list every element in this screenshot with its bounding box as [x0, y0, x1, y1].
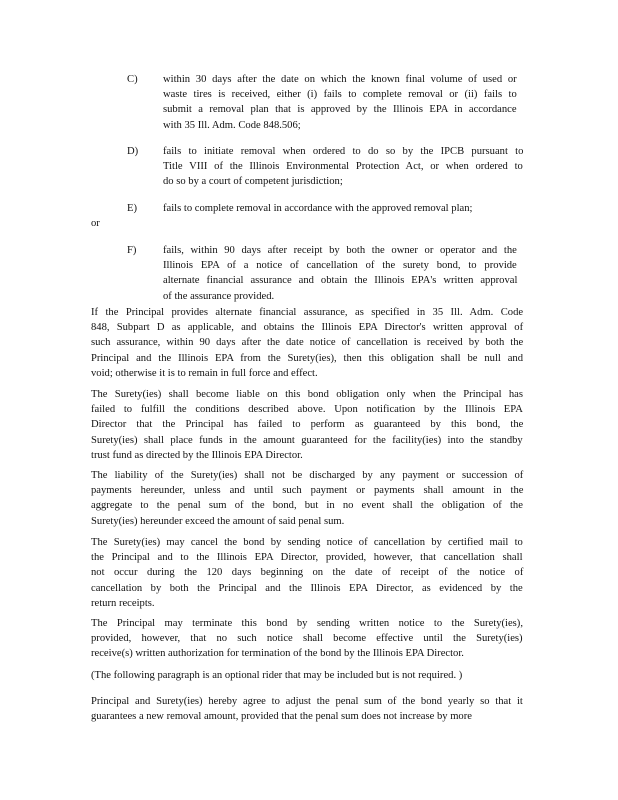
item-e-text: [163, 201, 517, 216]
paragraph-optional-rider-note: [91, 668, 523, 683]
item-d-text: [163, 144, 523, 190]
item-d-label: D): [127, 146, 139, 157]
text-line: The Surety(ies) shall become liable on this bond obligation only when the Principal has: [91, 389, 523, 400]
text-line: guarantees a new removal amount, provided that the penal sum does not increase by more: [91, 711, 472, 723]
text-line: payments hereunder, unless and until such payment or payments shall amount in the: [91, 485, 524, 497]
text-line: Illinois EPA of a notice of cancellation of the surety bond, to provide: [163, 260, 517, 272]
text-line: Principal and Surety(ies) hereby agree to adjust the penal sum of the bond yearly so that it: [91, 696, 523, 707]
text-line: alternate financial assurance and obtain the Illinois EPA's written approval: [163, 275, 518, 287]
text-line: trust fund as directed by the Illinois EPA Director.: [91, 449, 303, 461]
text-line: If the Principal provides alternate financial assurance, as specified in 35 Ill. Adm. Code: [91, 307, 524, 318]
paragraph-termination: [91, 616, 523, 662]
text-line: 848, Subpart D as applicable, and obtains the Illinois EPA Director's written approval of: [91, 322, 524, 334]
text-line: within 30 days after the date on which the known final volume of used or: [163, 74, 517, 85]
text-line: of the assurance provided.: [163, 290, 275, 302]
item-f-label: F): [127, 245, 137, 256]
text-line: aggregate to the penal sum of the bond, but in no event shall the obligation of the: [91, 500, 523, 512]
item-c-label: C): [127, 74, 138, 85]
text-line: Surety(ies) hereunder exceed the amount of said penal sum.: [91, 515, 345, 527]
paragraph-penal-sum-adjustment: [91, 694, 523, 724]
text-line: Surety(ies) shall place funds in the amount guaranteed for the facility(ies) into the standby: [91, 434, 523, 446]
text-line: failed to fulfill the conditions described above. Upon notification by the Illinois EPA: [91, 404, 523, 416]
text-line: fails to initiate removal when ordered to do so by the IPCB pursuant to: [163, 146, 524, 157]
paragraph-liability-discharge: [91, 468, 523, 529]
text-line: (The following paragraph is an optional rider that may be included but is not required. ): [91, 670, 463, 681]
text-line: Title VIII of the Illinois Environmental Protection Act, or when ordered to: [163, 161, 523, 173]
paragraph-cancellation: [91, 535, 523, 611]
text-line: fails, within 90 days after receipt by both the owner or operator and the: [163, 245, 517, 256]
text-line: cancellation by both the Principal and the Illinois EPA Director, as evidenced by the: [91, 582, 523, 594]
text-line: such assurance, within 90 days after the date notice of cancellation is received by both the: [91, 337, 524, 349]
item-f-text: [163, 243, 517, 304]
text-line: The Surety(ies) may cancel the bond by sending notice of cancellation by certified mail to: [91, 537, 523, 548]
text-line: Director that the Principal has failed to perform as guaranteed by this bond, the: [91, 419, 524, 431]
text-line: fails to complete removal in accordance with the approved removal plan;: [163, 203, 473, 214]
text-line: provided, however, that no such notice shall become effective until the Surety(ies): [91, 633, 523, 645]
text-line: void; otherwise it is to remain in full force and effect.: [91, 367, 318, 379]
text-line: do so by a court of competent jurisdiction;: [163, 176, 343, 188]
text-line: The liability of the Surety(ies) shall not be discharged by any payment or succession of: [91, 470, 524, 481]
text-line: receive(s) written authorization for termination of the bond by the Illinois EPA Director.: [91, 648, 464, 660]
text-line: with 35 Ill. Adm. Code 848.506;: [163, 119, 301, 131]
text-line: not occur during the 120 days beginning on the date of receipt of the notice of: [91, 567, 524, 579]
or-text: or: [91, 218, 100, 229]
text-line: waste tires is received, either (i) fails to complete removal or (ii) fails to: [163, 89, 517, 101]
paragraph-alternate-assurance: [91, 305, 523, 381]
text-line: submit a removal plan that is approved by the Illinois EPA in accordance: [163, 104, 517, 116]
text-line: Principal and the Illinois EPA from the Surety(ies), then this obligation shall be null and: [91, 352, 523, 364]
text-line: the Principal and to the Illinois EPA Director, provided, however, that cancellation shall: [91, 552, 523, 564]
paragraph-surety-liability: [91, 387, 523, 463]
text-line: return receipts.: [91, 597, 155, 609]
text-line: The Principal may terminate this bond by sending written notice to the Surety(ies),: [91, 618, 523, 629]
item-e-label: E): [127, 203, 137, 214]
item-c-text: [163, 72, 517, 133]
